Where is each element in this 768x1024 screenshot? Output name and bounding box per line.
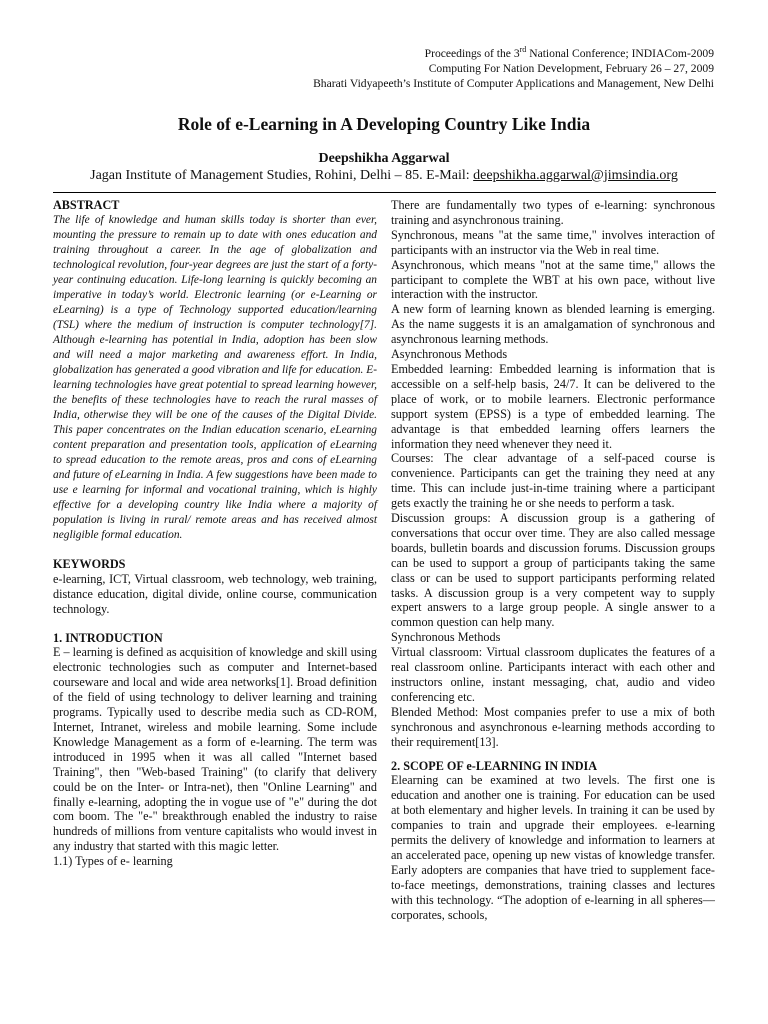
left-column <box>53 198 377 869</box>
abstract-text: The life of knowledge and human skills today is shorter than ever, mounting the pressure to remain up to date with ones education and training throughout a career. In the age of globalization and technological revolution, four-year degrees are just the start of a forty-year continuing education. Life-long learning is quickly becoming an imperative in today’s world. Electronic learning (or e-Learning or eLearning) is a type of Technology supported education/learning (TSL) where the medium of instruction is computer technology[7]. Although e-learning has potential in India, adoption has been slow and will need a major marketing and awareness effort. In India, globalization has generated a good vibration and life for education. E-learning technologies have great potential to spread learning however, the benefits of these technologies have to reach the rural masses of India, otherwise they will be one of the causes of the Digital Divide. This paper concentrates on the Indian education scenario, eLearning content preparation and presentation tools, application of eLearning to spread education to the remote areas, pros and cons of eLearning and future of eLearning in India. A few suggestions have been made to use e learning for informal and vocational training, which is highly effective for a developing country like India where a majority of population is living in rural/ remote areas and has received almost negligible formal education. <box>53 213 377 541</box>
scope-heading: 2. SCOPE OF e-LEARNING IN INDIA <box>391 758 598 773</box>
header-line-2: Computing For Nation Development, February 26 – 27, 2009 <box>428 61 714 75</box>
header-line-1: Proceedings of the 3rd National Conference; INDIACom-2009 <box>424 45 714 60</box>
paragraph-types: There are fundamentally two types of e-learning: synchronous training and asynchronous training. <box>391 198 715 227</box>
paragraph-virtual-classroom: Virtual classroom: Virtual classroom duplicates the features of a real classroom online. Participants interact with each other and instructors online, instant messaging, chat, audio and video conferencing etc. <box>391 645 715 704</box>
author-email[interactable]: deepshikha.aggarwal@jimsindia.org <box>473 168 678 183</box>
right-column <box>391 198 715 923</box>
author-affiliation: Jagan Institute of Management Studies, Rohini, Delhi – 85. E-Mail: deepshikha.aggarwal@jimsindia.org <box>90 168 678 183</box>
paragraph-discussion-groups: Discussion groups: A discussion group is a gathering of conversations that occur over time. They are also called message boards, bulletin boards and discussion forums. Discussion groups can be used to support a group of participants taking the same class or can be used to support participants performing related tasks. A discussion group is a very competent way to supply expert answers to a large group people. A single answer to a common question can help many. <box>391 511 715 630</box>
synchronous-methods-heading: Synchronous Methods <box>391 630 501 645</box>
abstract-heading: ABSTRACT <box>53 198 120 212</box>
paragraph-synchronous: Synchronous, means "at the same time," involves interaction of participants with an instructor via the Web in real time. <box>391 227 715 257</box>
asynchronous-methods-heading: Asynchronous Methods <box>391 347 508 362</box>
types-subheading: 1.1) Types of e- learning <box>53 854 173 869</box>
paragraph-embedded-learning: Embedded learning: Embedded learning is information that is accessible on a self-help basis, 24/7. It can be delivered to the place of work, or to mobile learners. Electronic performance support system (EPSS) is a type of embedded learning. The advantage is that embedded learning offers learners the information they need whenever they need it. <box>391 361 715 451</box>
keywords-text: e-learning, ICT, Virtual classroom, web technology, web training, distance education, digital divide, online course, communication technology. <box>53 571 377 616</box>
paragraph-blended-method: Blended Method: Most companies prefer to use a mix of both synchronous and asynchronous e-learning methods according to their requirement[13]. <box>391 704 715 749</box>
paragraph-asynchronous: Asynchronous, which means "not at the same time," allows the participant to complete the WBT at his own pace, without live interaction with the instructor. <box>391 257 715 302</box>
keywords-heading: KEYWORDS <box>53 556 126 571</box>
header-divider <box>53 192 716 193</box>
introduction-heading: 1. INTRODUCTION <box>53 630 163 645</box>
paragraph-courses: Courses: The clear advantage of a self-paced course is convenience. Participants can get the training they need at any time. This can include just-in-time training where a participant gets exactly the training he or she needs to perform a task. <box>391 451 715 511</box>
scope-text: Elearning can be examined at two levels. The first one is education and another one is training. For education can be used at both elementary and higher levels. In training it can be used by companies to train and upgrade their employees. e-learning permits the delivery of knowledge and information to learners at an accelerated pace, opening up new vistas of knowledge transfer. Early adopters are companies that have tried to supplement face-to-face meetings, demonstrations, training classes and lectures with this technology. “The adoption of e-learning in all spheres—corporates, schools, <box>391 773 715 922</box>
paper-title: Role of e-Learning in A Developing Country Like India <box>177 114 591 134</box>
header-line-3: Bharati Vidyapeeth’s Institute of Computer Applications and Management, New Delhi <box>313 76 714 90</box>
proceedings-header <box>313 42 714 91</box>
author-name: Deepshikha Aggarwal <box>318 151 450 166</box>
paragraph-blended: A new form of learning known as blended learning is emerging. As the name suggests it is an amalgamation of synchronous and asynchronous learning methods. <box>391 302 715 347</box>
introduction-text: E – learning is defined as acquisition of knowledge and skill using electronic technologies such as computer and Internet-based courseware and local and wide area networks[1]. Broad definition of the field of using technology to deliver learning and training programs. Typically used to describe media such as CD-ROM, Internet, Intranet, wireless and mobile learning. Some include Knowledge Management as a form of e-learning. The term was introduced in 1995 when it was all called "Internet based Training", then "Web-based Training" (to clarify that delivery could be on the Inter- or Intra-net), then "Online Learning" and finally e-learning, adopting the in vogue use of "e" during the dot com boom. The "e-" breakthrough enabled the industry to raise hundreds of millions from venture capitalists who would invest in any industry that started with this magic letter. <box>53 645 377 854</box>
